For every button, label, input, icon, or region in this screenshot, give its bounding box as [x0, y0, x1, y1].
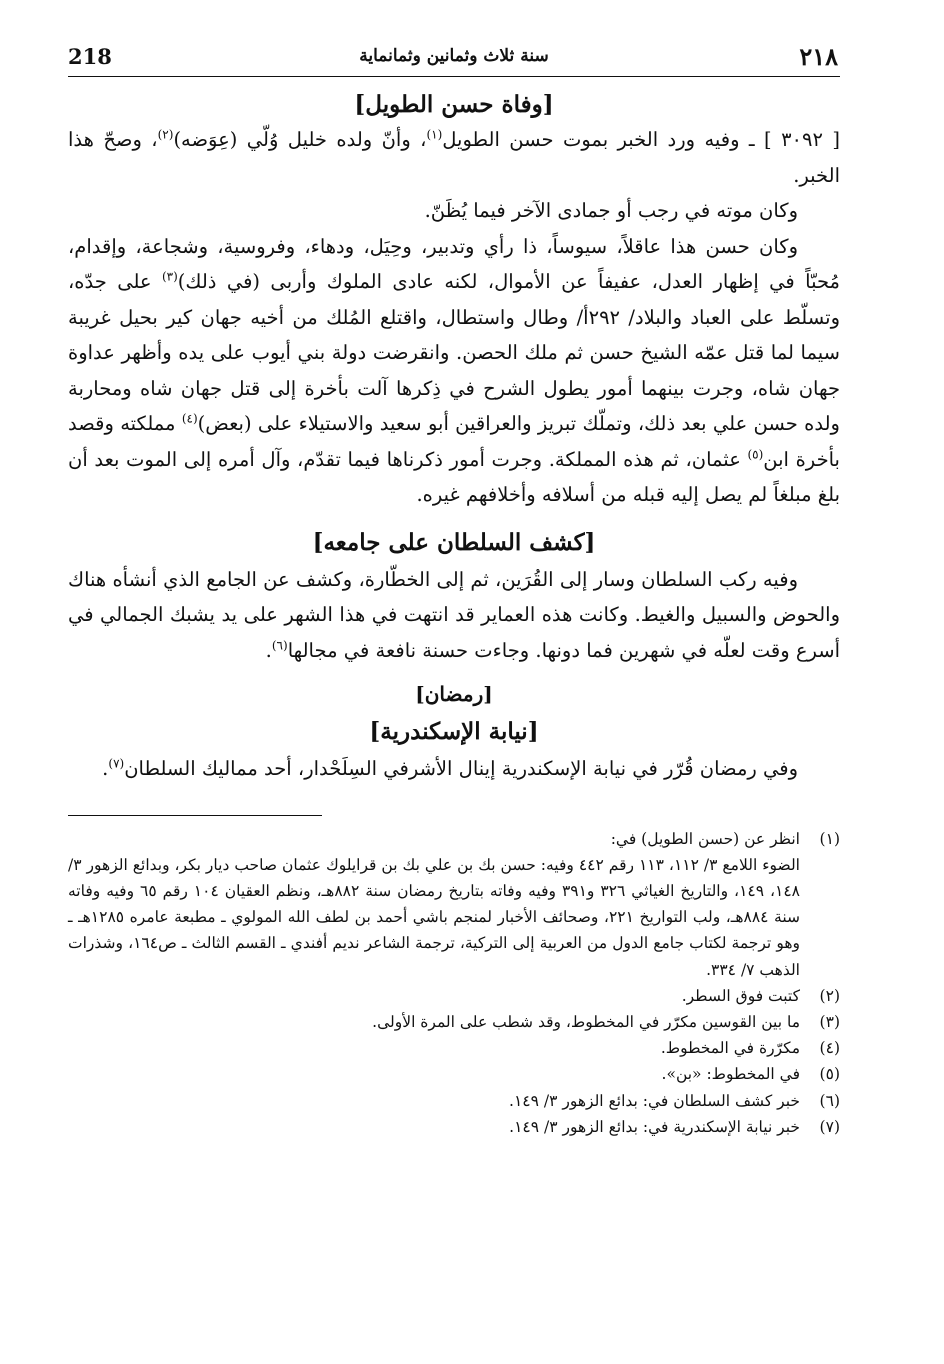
text: ، وأنّ ولده خليل وُلّي (عِوَضه) [173, 128, 427, 151]
text: عثمان، ثم هذه المملكة. وجرت أمور ذكرناها فيما تقدّم، وآل أمره إلى الموت بعد أن بلغ مبلغاً لم يصل إليه قبله من أسلافه وأخلافهم غيره. [68, 447, 840, 506]
footnote-2 [68, 983, 840, 1009]
footnote-text: كتبت فوق السطر. [681, 986, 800, 1005]
footnote-ref-5[interactable]: (٥) [747, 447, 764, 461]
footnote-3 [68, 1009, 840, 1035]
footnote-ref-6[interactable]: (٦) [271, 638, 288, 652]
footnote-1-sources: الضوء اللامع ٣/ ١١٢، ١١٣ رقم ٤٤٢ وفيه: حسن بك بن علي بك بن قرايلوك عثمان صاحب ديار بكر، وبدائع الزهور ٣/ ١٤٨، ١٤٩، والتاريخ الغياثي ٣٢٦ و٣٩١ وفيه وفاته بتاريخ رمضان سنة ٨٨٢هـ، ونظم العقيان ١٠٤ رقم ٦٥ وفيه وفاته سنة ٨٨٤هـ، ولب التواريخ ٢٢١، وصحائف الأخبار لمنجم باشي أحمد بن لطف الله المولوي ـ مطبعة عامره ١٢٨٥هـ ـ وهو ترجمة لكتاب جامع الدول من العربية إلى التركية، ترجمة الشاعر نديم أفندي ـ القسم الثالث ـ ص١٦٤، وشذرات الذهب ٧/ ٣٣٤. [68, 855, 800, 979]
footnote-text: خبر نيابة الإسكندرية في: بدائع الزهور ٣/ ١٤٩. [509, 1117, 800, 1136]
footnote-number: (٦) [819, 1091, 840, 1110]
footnote-ref-2[interactable]: (٢) [157, 127, 174, 142]
iskandariya-paragraph [68, 751, 840, 787]
footnote-text: في المخطوط: «بن». [661, 1065, 800, 1084]
section-title-hasan: [وفاة حسن الطويل] [354, 91, 554, 118]
text: . [265, 638, 272, 662]
text: وكان حسن هذا عاقلاً، سيوساً، ذا رأي وتدبير، وحِيَل، ودهاء، وفروسية، وشجاعة، وإقدام، مُحبّاً في إظهار العدل، عفيفاً عن الأموال، لكنه عادى الملوك وأربى (في ذلك) [68, 234, 840, 293]
text: وفيه ركب السلطان وسار إلى القُرَين، ثم إلى الخطّارة، وكشف عن الجامع الذي أنشأه هناك والحوض والسبيل والغيط. وكانت هذه العماير قد انتهت في هذا الشهر على يد يشبك الجمالي في أسرع وقت لعلّه في شهرين فما دونها. وجاءت حسنة نافعة في مجالها [68, 567, 840, 662]
footnote-number: (١) [819, 829, 840, 848]
footnote-text: مكرّرة في المخطوط. [660, 1039, 800, 1058]
text: . [102, 757, 109, 780]
footnote-separator [68, 815, 322, 816]
text: ، وصحّ هذا الخبر. [68, 128, 840, 187]
footnote-ref-1[interactable]: (١) [426, 127, 443, 142]
death-date-paragraph: وكان موته في رجب أو جمادى الآخر فيما يُظَنّ. [424, 199, 798, 222]
footnotes [68, 826, 840, 1140]
section-title-iskandariya: [نيابة الإسكندرية] [369, 718, 539, 745]
text: وفي رمضان قُرّر في نيابة الإسكندرية إينال الأشرفي السِلَحْدار، أحد مماليك السلطان [124, 757, 798, 780]
footnote-text: خبر كشف السلطان في: بدائع الزهور ٣/ ١٤٩. [509, 1091, 800, 1110]
footnote-6 [68, 1088, 840, 1114]
page-number-arabic: ٢١٨ [799, 42, 838, 71]
footnote-ref-3[interactable]: (٣) [161, 269, 178, 284]
footnote-number: (٣) [819, 1012, 840, 1031]
footnote-text: ما بين القوسين مكرّر في المخطوط، وقد شطب على المرة الأولى. [372, 1012, 800, 1031]
footnote-ref-4[interactable]: (٤) [181, 411, 198, 426]
footnote-number: (٤) [819, 1039, 840, 1058]
hasan-biography-paragraph [68, 229, 840, 513]
page-header [68, 40, 840, 77]
sultan-paragraph [68, 562, 840, 669]
footnote-text: انظر عن (حسن الطويل) في: [610, 829, 800, 848]
footnote-number: (٥) [819, 1065, 840, 1084]
section-title-ramadan: [رمضان] [415, 682, 493, 706]
book-page [68, 40, 840, 1140]
section-title-sultan: [كشف السلطان على جامعه] [312, 528, 596, 556]
footnote-ref-7[interactable]: (٧) [108, 756, 125, 771]
text: على جدّه، وتسلّط على العباد والبلاد/ ٢٩٢أ/ وطال واستطال، واقتلع المُلك من أخيه جهان كير بحيل غريبة سيما لما قتل عمّه الشيخ حسن ثم ملك الحصن. وانقرضت دولة بني أيوب على يده وأظهر عداوة جهان شاه، وجرت بينهما أمور يطول الشرح في ذِكرها آلت بأخرة إلى قتل جهان شاه ومحاربة ولده حسن علي بعد ذلك، وتملّك تبريز والعراقين أبو سعيد والاستيلاء على (بعض) [68, 270, 841, 435]
entry-3092-paragraph [68, 122, 840, 193]
text: مملكته وقصد بأخرة ابن [68, 412, 840, 471]
footnote-number: (٧) [819, 1117, 840, 1136]
footnote-7 [68, 1114, 840, 1140]
footnote-5 [68, 1061, 840, 1087]
footnote-number: (٢) [819, 986, 840, 1005]
text: [ ٣٠٩٢ ] ـ وفيه ورد الخبر بموت حسن الطويل [442, 128, 840, 151]
footnote-1 [68, 826, 840, 852]
page-number-latin: 218 [68, 44, 112, 69]
running-title: سنة ثلاث وثمانين وثمانماية [359, 46, 549, 66]
footnote-4 [68, 1035, 840, 1061]
